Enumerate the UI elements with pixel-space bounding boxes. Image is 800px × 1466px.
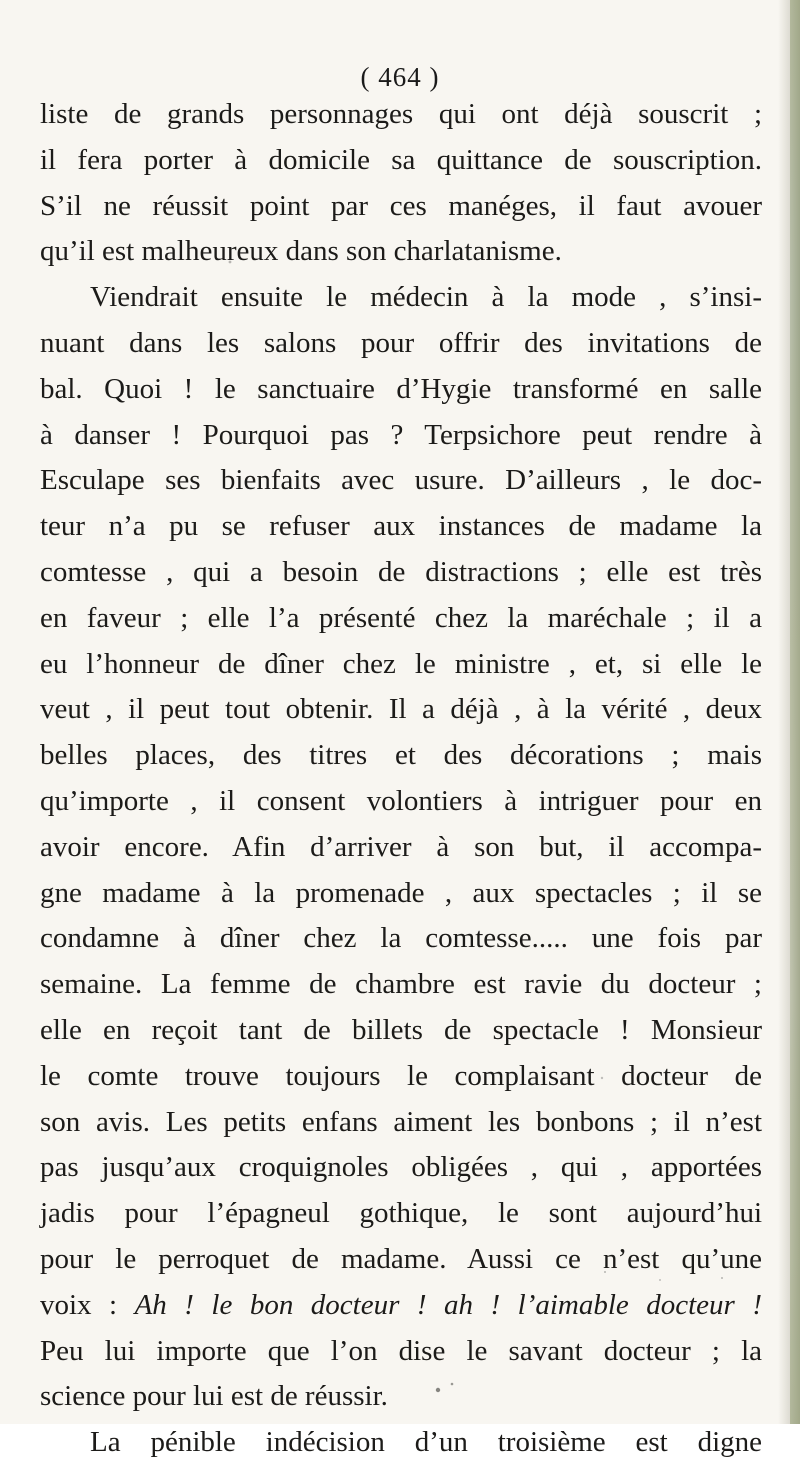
italic-quote: Ah ! le bon docteur ! ah ! l’aimable docteur !	[134, 1288, 762, 1321]
text-line: qu’importe , il consent volontiers à intriguer pour en	[40, 784, 762, 817]
text-line: à danser ! Pourquoi pas ? Terpsichore peut rendre à	[40, 418, 762, 451]
paragraph-start-line: Viendrait ensuite le médecin à la mode , s’insi-	[90, 281, 762, 314]
text-line: Peu lui importe que l’on dise le savant docteur ; la	[40, 1334, 762, 1367]
text-line: en faveur ; elle l’a présenté chez la maréchale ; il a	[40, 601, 762, 634]
text-line: condamne à dîner chez la comtesse..... une fois par	[40, 922, 762, 955]
text-line: qu’il est malheureux dans son charlatanisme.	[40, 235, 562, 268]
text-line: S’il ne réussit point par ces manéges, il faut avouer	[40, 189, 762, 222]
text-line: comtesse , qui a besoin de distractions ; elle est très	[40, 555, 762, 588]
text-line: belles places, des titres et des décorations ; mais	[40, 739, 762, 772]
text-line: jadis pour l’épagneul gothique, le sont aujourd’hui	[40, 1197, 762, 1230]
text-line: le comte trouve toujours le complaisant docteur de	[40, 1059, 762, 1092]
text-line: gne madame à la promenade , aux spectacles ; il se	[40, 876, 762, 909]
text-line: teur n’a pu se refuser aux instances de madame la	[40, 510, 762, 543]
body-text	[40, 92, 762, 1466]
page-number: ( 464 )	[360, 62, 440, 92]
text-line: elle en reçoit tant de billets de spectacle ! Monsieur	[40, 1013, 762, 1046]
text-line: pour le perroquet de madame. Aussi ce n’est qu’une	[40, 1242, 762, 1275]
text-line: avoir encore. Afin d’arriver à son but, il accompa-	[40, 830, 762, 863]
text-line: liste de grands personnages qui ont déjà souscrit ;	[40, 98, 762, 130]
text-line: semaine. La femme de chambre est ravie du docteur ;	[40, 968, 762, 1001]
text-line: eu l’honneur de dîner chez le ministre , et, si elle le	[40, 647, 762, 680]
page-edge-stain	[790, 0, 800, 1424]
text-line: science pour lui est de réussir.	[40, 1380, 388, 1413]
text-line: veut , il peut tout obtenir. Il a déjà , à la vérité , deux	[40, 693, 762, 726]
text-line: Esculape ses bienfaits avec usure. D’ailleurs , le doc-	[40, 464, 762, 497]
text-line: bal. Quoi ! le sanctuaire d’Hygie transformé en salle	[40, 372, 762, 405]
paragraph-start-line: La pénible indécision d’un troisième est digne	[90, 1426, 762, 1459]
text-line: nuant dans les salons pour offrir des invitations de	[40, 326, 762, 359]
text-line: pas jusqu’aux croquignoles obligées , qui , apportées	[40, 1151, 762, 1184]
text-line-with-italic-quote	[40, 1283, 762, 1329]
quote-prefix: voix :	[40, 1288, 135, 1321]
text-line: son avis. Les petits enfans aiment les bonbons ; il n’est	[40, 1105, 762, 1138]
text-line: il fera porter à domicile sa quittance de souscription.	[40, 143, 762, 176]
